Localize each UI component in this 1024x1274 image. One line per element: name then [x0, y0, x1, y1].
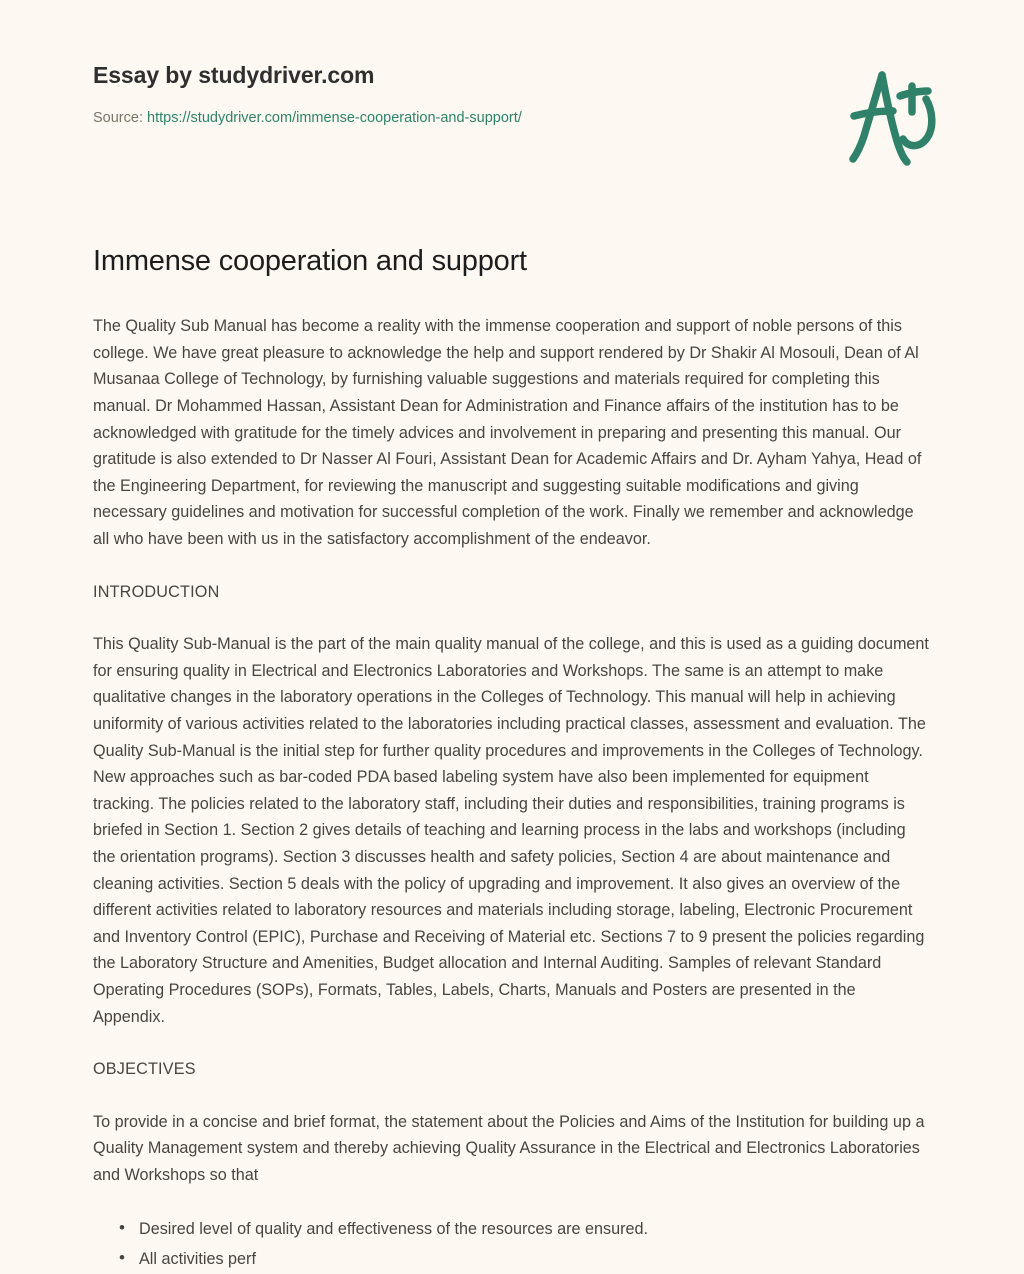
paragraph-acknowledgements: The Quality Sub Manual has become a reality with the immense cooperation and support of noble persons of this college. We have great pleasure to acknowledge the help and support rendered by Dr Shakir Al Mosouli, Dean of Al Musanaa College of Technology, by furnishing valuable suggestions and materials required for completing this manual. Dr Mohammed Hassan, Assistant Dean for Administration and Finance affairs of the institution has to be acknowledged with gratitude for the timely advices and involvement in preparing and presenting this manual. Our gratitude is also extended to Dr Nasser Al Fouri, Assistant Dean for Academic Affairs and Dr. Ayham Yahya, Head of the Engineering Department, for reviewing the manuscript and suggesting suitable modifications and giving necessary guidelines and motivation for successful completion of the work. Finally we remember and acknowledge all who have been with us in the satisfactory accomplishment of the endeavor. [93, 317, 922, 548]
heading-introduction: INTRODUCTION [93, 582, 220, 601]
brand-title: Essay by studydriver.com [93, 62, 375, 88]
page-header [0, 0, 1024, 200]
source-url-link[interactable]: https://studydriver.com/immense-cooperation-and-support/ [147, 109, 522, 126]
article-body [93, 243, 931, 1274]
paragraph-introduction: This Quality Sub-Manual is the part of the main quality manual of the college, and this is used as a guiding document for ensuring quality in Electrical and Electronics Laboratories and Workshops. The same is an attempt to make qualitative changes in the laboratory operations in the Colleges of Technology. This manual will help in achieving uniformity of various activities related to the laboratories including practical classes, assessment and evaluation. The Quality Sub-Manual is the initial step for further quality procedures and improvements in the Colleges of Technology. New approaches such as bar-coded PDA based labeling system have also been implemented for equipment tracking. The policies related to the laboratory staff, including their duties and responsibilities, training programs is briefed in Section 1. Section 2 gives details of teaching and learning process in the labs and workshops (including the orientation programs). Section 3 discusses health and safety policies, Section 4 are about maintenance and cleaning activities. Section 5 deals with the policy of upgrading and improvement. It also gives an overview of the different activities related to laboratory resources and materials including storage, labeling, Electronic Procurement and Inventory Control (EPIC), Purchase and Receiving of Material etc. Sections 7 to 9 present the policies regarding the Laboratory Structure and Amenities, Budget allocation and Internal Auditing. Samples of relevant Standard Operating Procedures (SOPs), Formats, Tables, Labels, Charts, Manuals and Posters are presented in the Appendix. [93, 635, 929, 1026]
brand-block [93, 62, 733, 128]
heading-objectives: OBJECTIVES [93, 1060, 196, 1079]
objectives-list [93, 1214, 931, 1274]
page-title: Immense cooperation and support [93, 245, 527, 277]
source-line [93, 108, 733, 128]
a-plus-logo-icon [834, 58, 964, 178]
source-label: Source: [93, 109, 143, 126]
list-item: • Desired level of quality and effectiveness of the resources are ensured. [139, 1214, 931, 1244]
list-item: • All activities perf [139, 1244, 931, 1274]
paragraph-objectives: To provide in a concise and brief format, the statement about the Policies and Aims of the Institution for building up a Quality Management system and thereby achieving Quality Assurance in the Electrical and Electronics Laboratories and Workshops so that [93, 1112, 925, 1184]
